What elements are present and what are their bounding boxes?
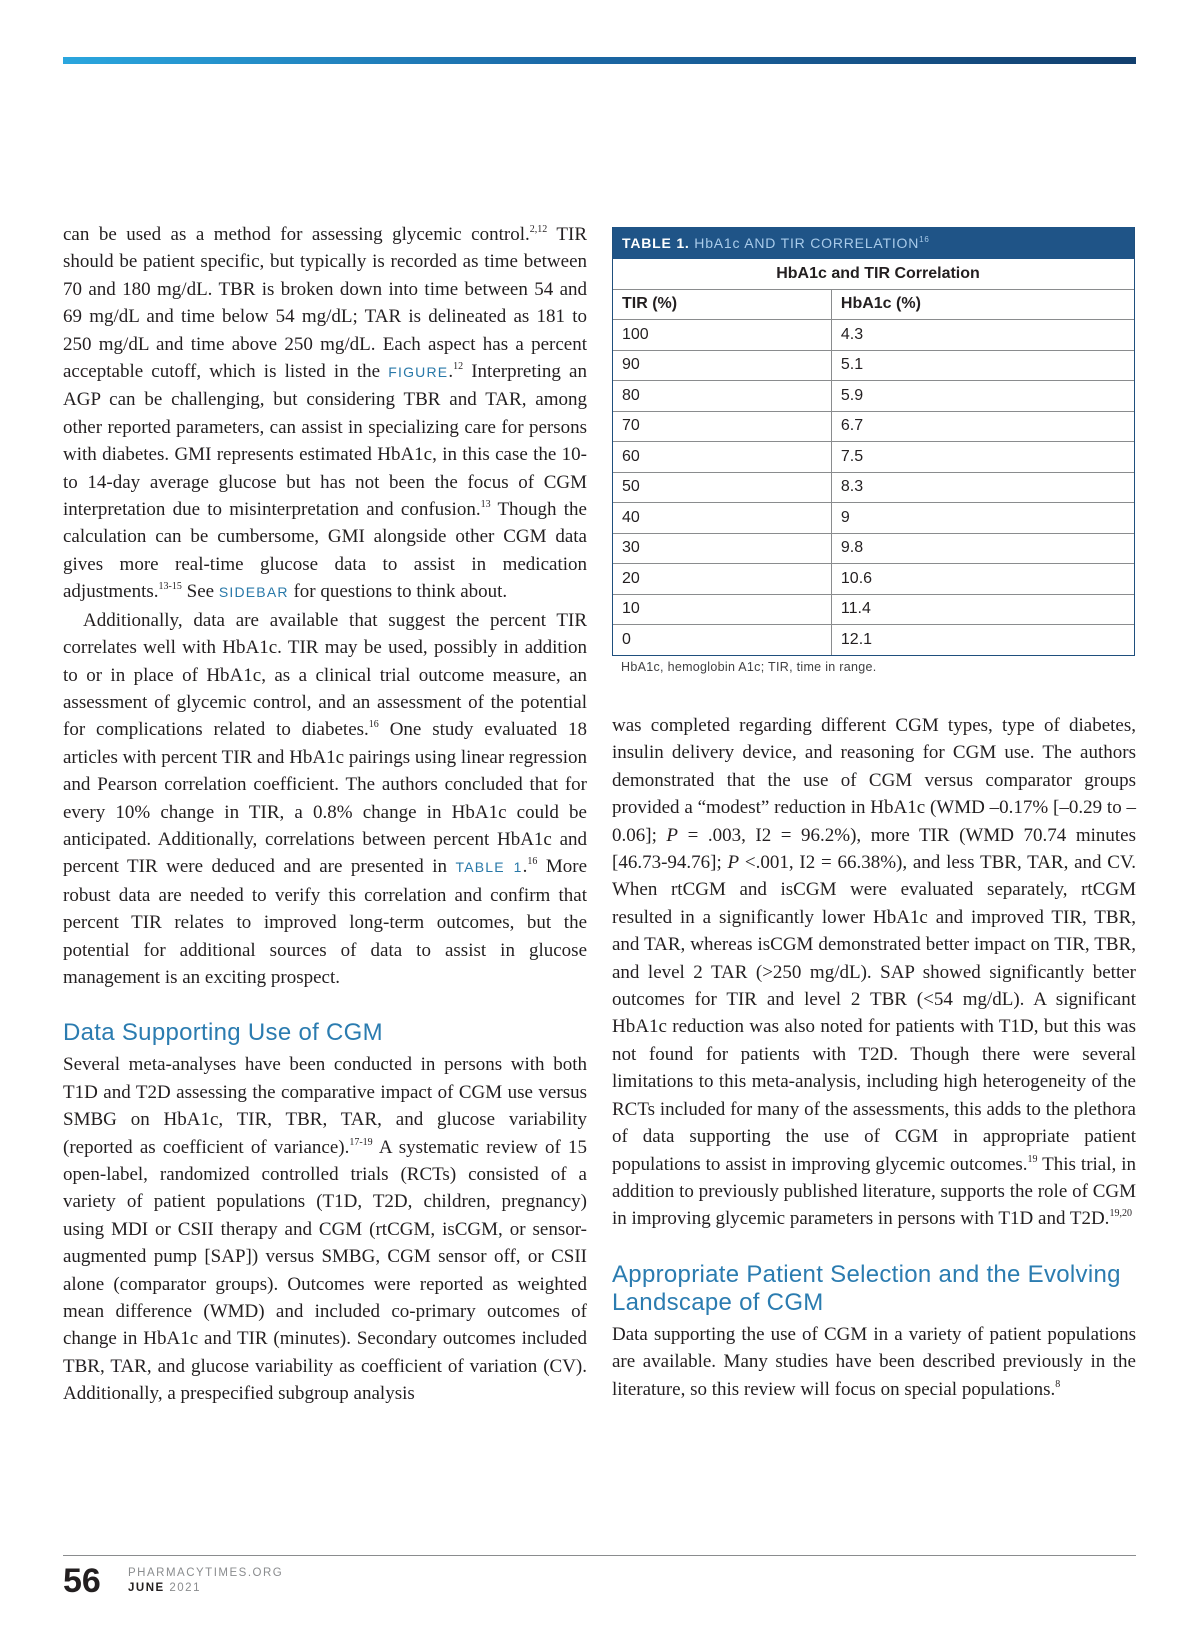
table-row: 100 4.3 bbox=[613, 320, 1134, 351]
issue-date: JUNE 2021 bbox=[128, 1582, 201, 1594]
table-footnote: HbA1c, hemoglobin A1c; TIR, time in range. bbox=[621, 660, 877, 674]
table-row: 0 12.1 bbox=[613, 625, 1134, 655]
column-header-hba1c: HbA1c (%) bbox=[831, 289, 1134, 320]
left-column bbox=[63, 221, 587, 1408]
table-row: 10 11.4 bbox=[613, 594, 1134, 625]
table-title: TABLE 1. HbA1c AND TIR CORRELATION$^{16}$ bbox=[613, 227, 1134, 259]
paragraph: Additionally, data are available that suggest the percent TIR correlates well with HbA1c. TIR may be used, possibly in addition to or in place of HbA1c, as a clinical trial outcome measure, an assessment of glycemic control, and an assessment of the potential for complications related to diabetes.$^{16}$ One study evaluated 18 articles with percent TIR and HbA1c pairings using linear regression and Pearson correlation coefficient. The authors concluded that for every 10% change in TIR, a 0.8% change in HbA1c could be anticipated. Additionally, correlations between percent HbA1c and percent TIR were deduced and are presented in TABLE 1.16 More robust data are needed to verify this correlation and confirm that percent TIR relates to improved long-term outcomes, but the potential for additional sources of data to assist in glucose management is an exciting prospect. bbox=[63, 609, 587, 988]
correlation-table bbox=[613, 259, 1134, 655]
footer-rule bbox=[63, 1555, 1136, 1556]
paragraph: Several meta-analyses have been conducted in persons with both T1D and T2D assessing the comparative impact of CGM use versus SMBG on HbA1c, TIR, TBR, TAR, and glucose variability (reported as coefficient of variance).$^{17-19}$ A systematic review of 15 open-label, randomized controlled trials (RCTs) consisted of a variety of patient populations (T1D, T2D, children, pregnancy) using MDI or CSII therapy and CGM (rtCGM, isCGM, or sensor-augmented pump [SAP]) versus SMBG, CGM sensor off, or CSII alone (comparator groups). Outcomes were reported as weighted mean difference (WMD) and included co-primary outcomes of change in HbA1c and TIR (minutes). Secondary outcomes included TBR, TAR, and glucose variability as coefficient of variation (CV). Additionally, a prespecified subgroup analysis bbox=[63, 1054, 587, 1405]
sidebar-link[interactable]: SIDEBAR bbox=[218, 584, 289, 601]
table-1 bbox=[612, 227, 1135, 656]
table-row: 60 7.5 bbox=[613, 442, 1134, 473]
right-column bbox=[612, 712, 1136, 1403]
paragraph: can be used as a method for assessing glycemic control.$^{2,12}$ TIR should be patient specific, but typically is recorded as time between 70 and 180 mg/dL. TBR is broken down into time between 54 and 69 mg/dL and time below 54 mg/dL; TAR is delineated as 181 to 250 mg/dL and time above 250 mg/dL. Each aspect has a percent acceptable cutoff, which is listed in the FIGURE.$^{12}$ Interpreting an AGP can be challenging, but considering TBR and TAR, among other reported parameters, can assist in specializing care for persons with diabetes. GMI represents estimated HbA1c, in this case the 10- to 14-day average glucose but has not been the focus of CGM interpretation due to misinterpretation and confusion.$^{13}$ Though the calculation can be cumbersome, GMI alongside other CGM data gives more real-time glucose data to assist in medication adjustments.$^{13-15}$ See SIDEBAR for questions to think about. bbox=[63, 224, 587, 603]
table-row: 30 9.8 bbox=[613, 533, 1134, 564]
section-heading: Data Supporting Use of CGM bbox=[63, 1019, 383, 1047]
table-row: 80 5.9 bbox=[613, 381, 1134, 412]
section-heading: Appropriate Patient Selection and the Evolving Landscape of CGM bbox=[612, 1260, 1121, 1316]
footer-publication bbox=[128, 1566, 283, 1596]
table-row: 90 5.1 bbox=[613, 350, 1134, 381]
site-url[interactable]: PHARMACYTIMES.ORG bbox=[128, 1567, 284, 1579]
top-accent-bar bbox=[63, 57, 1136, 64]
table-row: 50 8.3 bbox=[613, 472, 1134, 503]
page-number: 56 bbox=[63, 1562, 101, 1600]
paragraph: was completed regarding different CGM types, type of diabetes, insulin delivery device, and reasoning for CGM use. The authors demonstrated that the use of CGM versus comparator groups provided a “modest” reduction in HbA1c (WMD –0.17% [–0.29 to –0.06]; P = .003, I2 = 96.2%), more TIR (WMD 70.74 minutes [46.73-94.76]; P <.001, I2 = 66.38%), and less TBR, TAR, and CV. When rtCGM and isCGM were evaluated separately, rtCGM resulted in a significantly lower HbA1c and improved TIR, TBR, and TAR, whereas isCGM demonstrated better impact on TIR, TBR, and level 2 TAR (>250 mg/dL). SAP showed significantly better outcomes for TIR and level 2 TBR (<54 mg/dL). A significant HbA1c reduction was also noted for patients with T1D, but this was not found for patients with T2D. Though there were several limitations to this meta-analysis, including high heterogeneity of the RCTs included for many of the assessments, this adds to the plethora of data supporting the use of CGM in appropriate patient populations to assist in improving glycemic outcomes.$^{19}$ This trial, in addition to previously published literature, supports the role of CGM in improving glycemic parameters in persons with T1D and T2D.$^{19,20}$ bbox=[612, 715, 1136, 1230]
table-row: 20 10.6 bbox=[613, 564, 1134, 595]
table-row: 70 6.7 bbox=[613, 411, 1134, 442]
table-subtitle: HbA1c and TIR Correlation bbox=[776, 264, 980, 282]
figure-link[interactable]: FIGURE bbox=[388, 364, 449, 381]
table-row: 40 9 bbox=[613, 503, 1134, 534]
paragraph: Data supporting the use of CGM in a variety of patient populations are available. Many studies have been described previously in the literature, so this review will focus on special populations.$^8$ bbox=[612, 1323, 1136, 1400]
table-link[interactable]: TABLE 1 bbox=[455, 859, 523, 876]
column-header-tir: TIR (%) bbox=[613, 289, 831, 320]
